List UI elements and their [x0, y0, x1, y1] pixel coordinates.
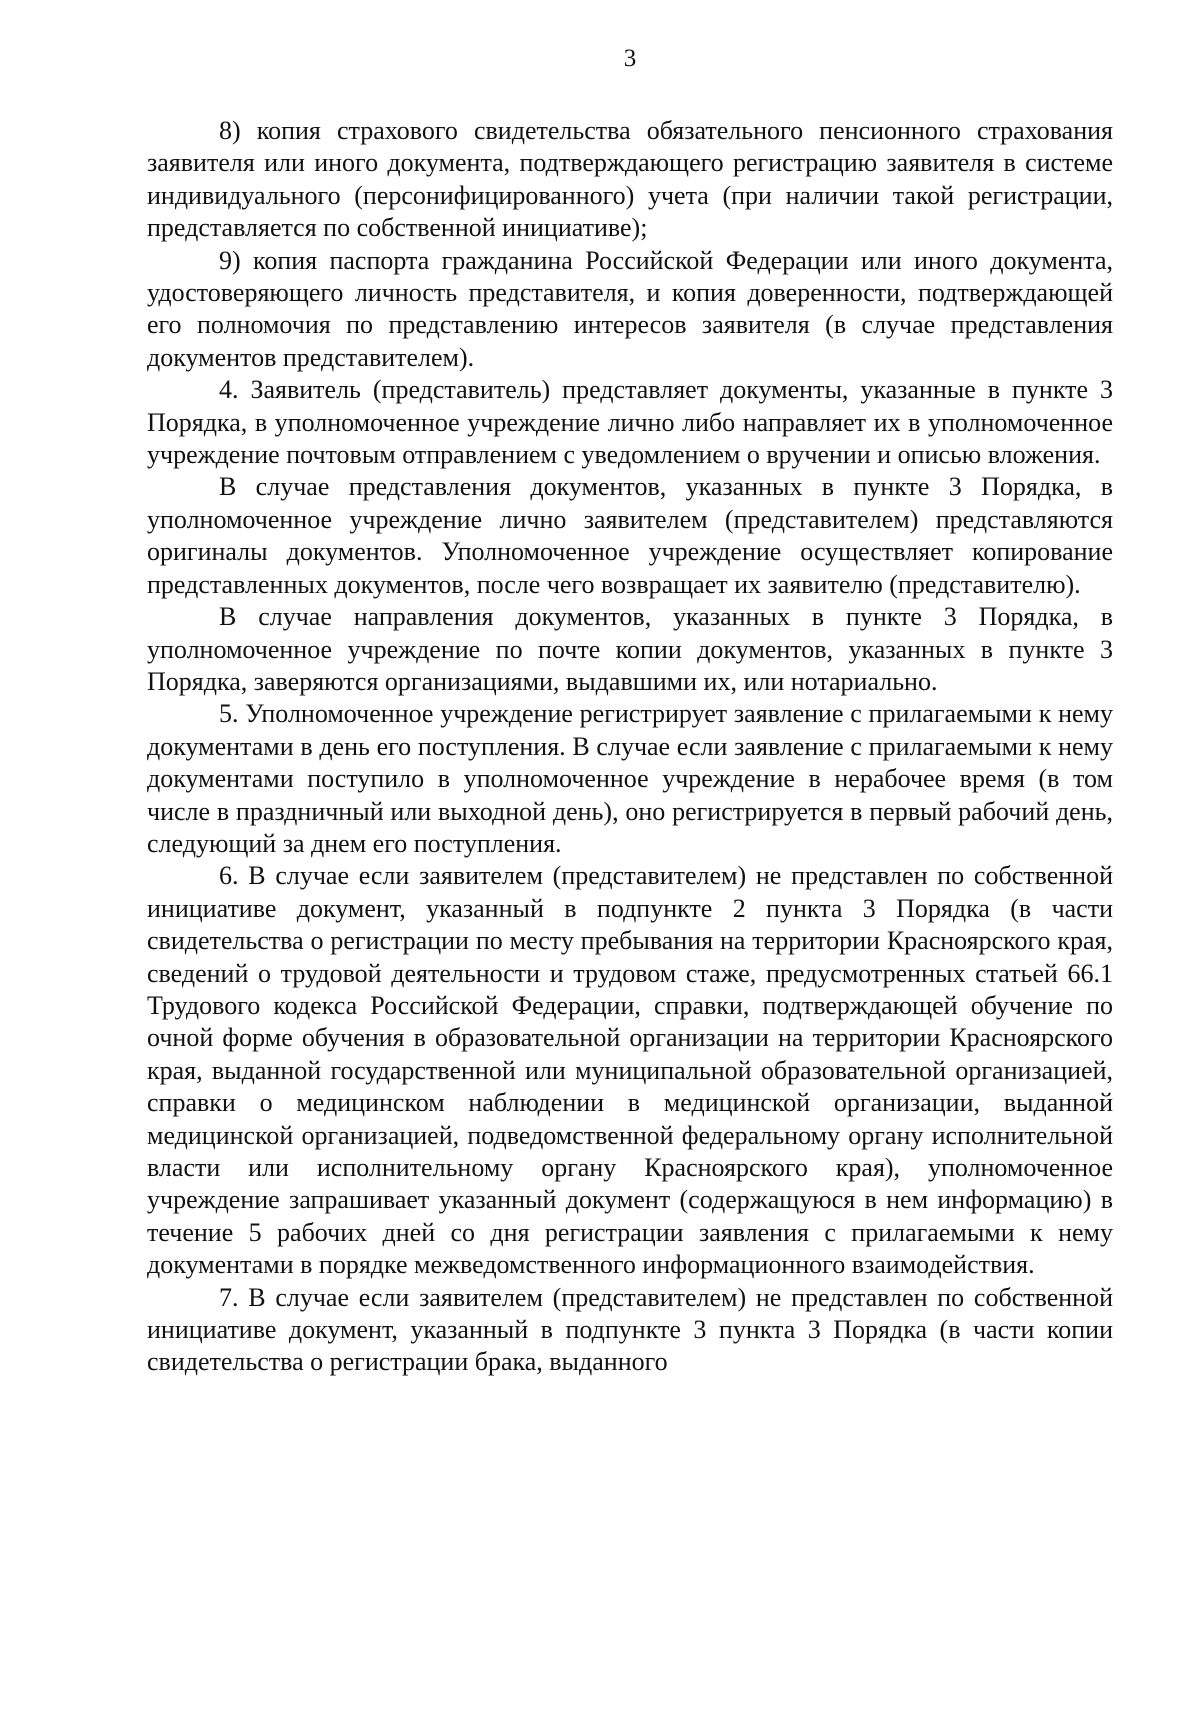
paragraph-mail-copies: В случае направления документов, указанных в пункте 3 Порядка, в уполномоченное учреждение по почте копии документов, указанных в пункте 3 Порядка, заверяются организациями, выдавшими их, или нотариально. [147, 602, 1113, 696]
paragraph-clause-5: 5. Уполномоченное учреждение регистрирует заявление с прилагаемыми к нему документами в день его поступления. В случае если заявление с прилагаемыми к нему документами поступило в уполномоченное учреждение в нерабочее время (в том числе в праздничный или выходной день), оно регистрируется в первый рабочий день, следующий за днем его поступления. [147, 699, 1113, 858]
paragraph-originals: В случае представления документов, указанных в пункте 3 Порядка, в уполномоченное учреждение лично заявителем (представителем) представляются оригиналы документов. Уполномоченное учреждение осуществляет копирование представленных документов, после чего возвращает их заявителю (представителю). [147, 472, 1113, 599]
paragraph-item-8: 8) копия страхового свидетельства обязательного пенсионного страхования заявителя или иного документа, подтверждающего регистрацию заявителя в системе индивидуального (персонифицированного) учета (при наличии такой регистрации, представляется по собственной инициативе); [147, 116, 1113, 243]
paragraph-clause-7: 7. В случае если заявителем (представителем) не представлен по собственной инициативе документ, указанный в подпункте 3 пункта 3 Порядка (в части копии свидетельства о регистрации брака, выданного [147, 1282, 1113, 1377]
page-number: 3 [623, 45, 637, 72]
paragraph-item-9: 9) копия паспорта гражданина Российской Федерации или иного документа, удостоверяющего личность представителя, и копия доверенности, подтверждающей его полномочия по представлению интересов заявителя (в случае представления документов представителем). [147, 245, 1113, 372]
paragraph-clause-4: 4. Заявитель (представитель) представляет документы, указанные в пункте 3 Порядка, в уполномоченное учреждение лично либо направляет их в уполномоченное учреждение почтовым отправлением с уведомлением о вручении и описью вложения. [147, 375, 1113, 470]
paragraph-clause-6: 6. В случае если заявителем (представителем) не представлен по собственной инициативе документ, указанный в подпункте 2 пункта 3 Порядка (в части свидетельства о регистрации по месту пребывания на территории Красноярского края, сведений о трудовой деятельности и трудовом стаже, предусмотренных статьей 66.1 Трудового кодекса Российской Федерации, справки, подтверждающей обучение по очной форме обучения в образовательной организации на территории Красноярского края, выданной государственной или муниципальной образовательной организацией, справки о медицинском наблюдении в медицинской организации, выданной медицинской организацией, подведомственной федеральному органу исполнительной власти или исполнительному органу Красноярского края), уполномоченное учреждение запрашивает указанный документ (содержащуюся в нем информацию) в течение 5 рабочих дней со дня регистрации заявления с прилагаемыми к нему документами в порядке межведомственного информационного взаимодействия. [147, 861, 1113, 1280]
document-body [147, 115, 1113, 1379]
